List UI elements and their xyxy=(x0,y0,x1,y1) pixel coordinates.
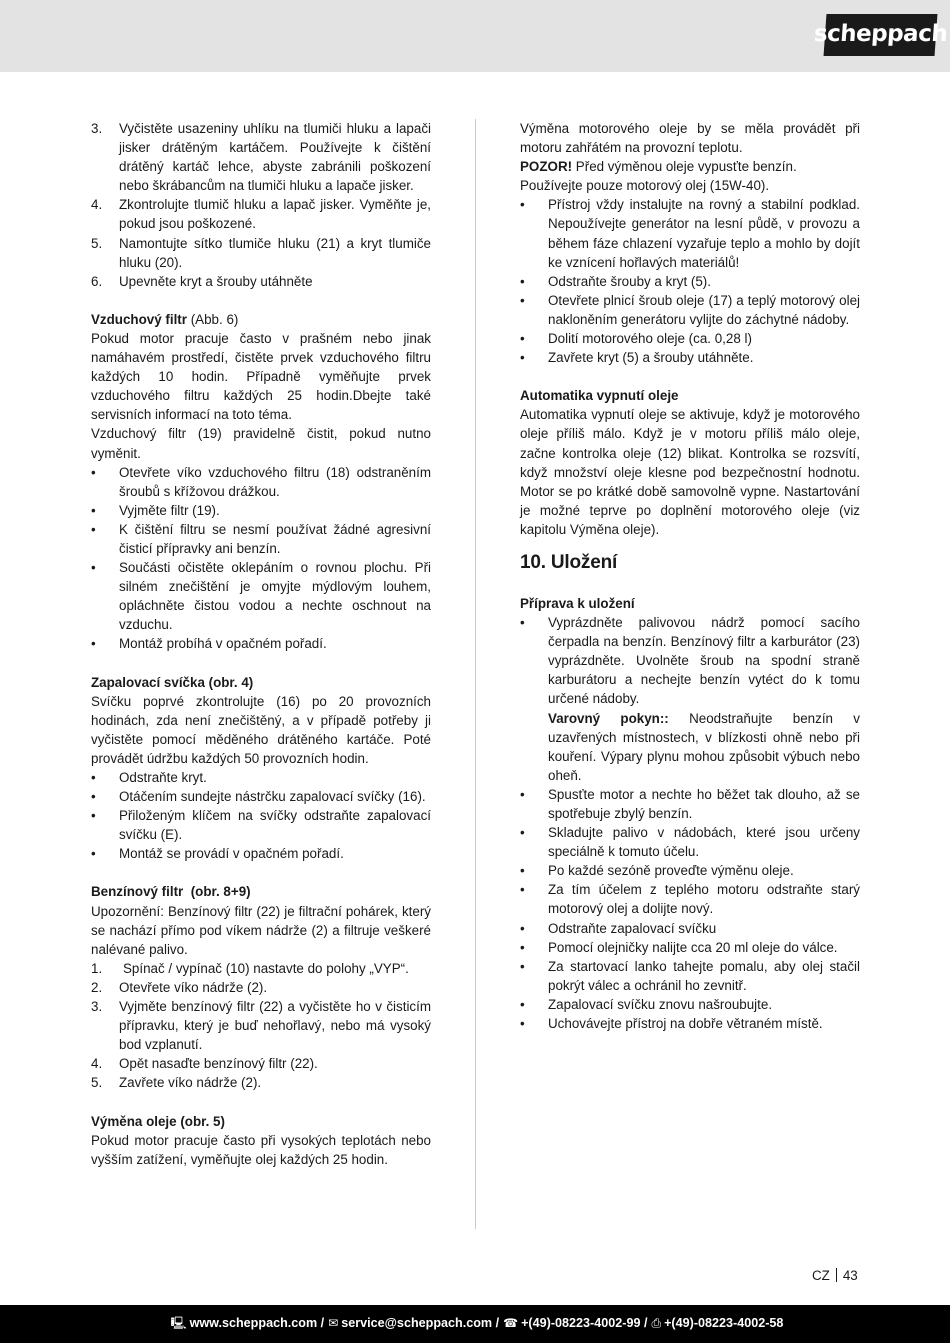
caution-line: POZOR! Před výměnou oleje vypusťte benzín. xyxy=(520,159,797,175)
auto-oil-heading: Automatika vypnutí oleje xyxy=(520,388,679,404)
left-column xyxy=(91,119,431,1169)
list-item: • Otevřete víko vzduchového filtru (18) odstraněním šroubů s křížovou drážkou. xyxy=(91,464,431,499)
list-item: 6. Upevněte kryt a šrouby utáhněte xyxy=(91,273,313,289)
page-number: CZ 43 xyxy=(812,1268,858,1283)
mail-icon: ✉ xyxy=(328,1316,339,1331)
muffler-steps-list xyxy=(91,119,431,291)
computer-icon: 🖳 xyxy=(170,1316,187,1331)
list-item: • Montáž probíhá v opačném pořadí. xyxy=(91,636,327,652)
list-item: • Zapalovací svíčku znovu našroubujte. xyxy=(520,996,773,1012)
footer-phone: +(49)-08223-4002-99 / xyxy=(521,1316,648,1331)
auto-oil-para: Automatika vypnutí oleje se aktivuje, když je motorového oleje příliš málo. Když je v motoru příliš málo oleje, začne kontrolka oleje (12) blikat. Kontrolka se rozsvítí, když množství oleje klesne pod bezpečnostní hodnotu. Motor se po krátké době samovolně vypne. Nastartování je možné teprve po doplnění motorového oleje (viz kapitolu Výměna oleje). xyxy=(520,407,860,537)
oil-change-list xyxy=(520,195,860,367)
list-item: 5. Namontujte sítko tlumiče hluku (21) a kryt tlumiče hluku (20). xyxy=(91,235,431,270)
footer-band xyxy=(0,1305,950,1343)
list-item: • Dolití motorového oleje (ca. 0,28 l) xyxy=(520,331,752,347)
list-item: 1. Spínač / vypínač (10) nastavte do polohy „VYP“. xyxy=(91,960,409,976)
footer-email-link[interactable]: service@scheppach.com / xyxy=(341,1316,500,1331)
warning-label: Varovný pokyn:: xyxy=(548,710,669,726)
oil-change-heading: Výměna oleje (obr. 5) xyxy=(91,1113,225,1129)
storage-section-title: 10. Uložení xyxy=(520,551,618,573)
list-item: • Vyjměte filtr (19). xyxy=(91,502,220,518)
list-item: • Odstraňte šrouby a kryt (5). xyxy=(520,273,711,289)
spark-plug-list xyxy=(91,768,431,863)
list-item: 4. Opět nasaďte benzínový filtr (22). xyxy=(91,1056,318,1072)
header-band xyxy=(0,0,950,72)
scheppach-logo: scheppach xyxy=(824,14,938,56)
air-filter-list xyxy=(91,463,431,654)
storage-list xyxy=(520,613,860,1033)
spark-plug-para: Svíčku poprvé zkontrolujte (16) po 20 provozních hodinách, zda není znečištěný, a v případě potřeby ji vyčistěte pomocí měděného drátěného kartáče. Poté provádět údržbu každých 50 provozních hodin. xyxy=(91,693,431,766)
spark-plug-heading: Zapalovací svíčka (obr. 4) xyxy=(91,674,254,690)
right-column xyxy=(520,119,860,1033)
caution-label: POZOR! xyxy=(520,159,573,175)
list-item: 3. Vyjměte benzínový filtr (22) a vyčistěte ho v čisticím přípravku, který je buď nehořlavý, nebo má vysoký bod vzplanutí. xyxy=(91,999,431,1053)
fuel-filter-heading: Benzínový filtr (obr. 8+9) xyxy=(91,884,251,900)
list-item: • Otáčením sundejte nástrčku zapalovací svíčky (16). xyxy=(91,789,426,805)
air-filter-para: Vzduchový filtr (19) pravidelně čistit, pokud nutno vyměnit. xyxy=(91,426,431,461)
footer-fax: +(49)-08223-4002-58 xyxy=(664,1316,784,1331)
list-item: • Pomocí olejničky nalijte cca 20 ml oleje do válce. xyxy=(520,939,838,955)
list-item: • Montáž se provádí v opačném pořadí. xyxy=(91,846,344,862)
air-filter-heading: Vzduchový filtr (Abb. 6) xyxy=(91,311,239,327)
list-item: • Skladujte palivo v nádobách, které jsou určeny speciálně k tomuto účelu. xyxy=(520,825,860,860)
list-item: • Po každé sezóně proveďte výměnu oleje. xyxy=(520,863,794,879)
list-item: • Za startovací lanko tahejte pomalu, aby olej stačil pokrýt válec a ochránil ho zevnitř. xyxy=(520,958,860,993)
oil-change-para: Pokud motor pracuje často při vysokých teplotách nebo vyšším zatížení, vyměňujte olej každých 25 hodin. xyxy=(91,1132,431,1167)
list-item: 4. Zkontrolujte tlumič hluku a lapač jisker. Vyměňte je, pokud jsou poškozené. xyxy=(91,197,431,232)
list-item: • Součásti očistěte oklepáním o rovnou plochu. Při silném znečištění je omyjte mýdlovým louhem, opláchněte čistou vodou a nechte oschnout na vzduchu. xyxy=(91,560,431,633)
oil-type-line: Používejte pouze motorový olej (15W-40). xyxy=(520,178,770,194)
list-item: • Přístroj vždy instalujte na rovný a stabilní podklad. Nepoužívejte generátor na lesní půdě, v provozu a během fáze chlazení vyzařuje teplo a mohlo by dojít ke vznícení hořlavých materiálů! xyxy=(520,197,860,270)
column-divider xyxy=(475,119,476,1229)
phone-icon: ☎ xyxy=(503,1316,519,1331)
list-item: • Spusťte motor a nechte ho běžet tak dlouho, až se spotřebuje zbylý benzín. xyxy=(520,786,860,821)
list-item: • Přiloženým klíčem na svíčky odstraňte zapalovací svíčku (E). xyxy=(91,808,431,843)
footer-web-link[interactable]: www.scheppach.com / xyxy=(189,1316,325,1331)
list-item: 5. Zavřete víko nádrže (2). xyxy=(91,1075,262,1091)
fuel-filter-list xyxy=(91,959,431,1093)
list-item: • Otevřete plnicí šroub oleje (17) a teplý motorový olej nakloněním generátoru vylijte do záchytné nádoby. xyxy=(520,292,860,327)
list-item: 3. Vyčistěte usazeniny uhlíku na tlumiči hluku a lapači jisker drátěným kartáčem. Používejte k čištění drátěný kartáč lehce, abyste zabránili poškození nebo škrábancům na tlumiči hluku a lapače jisker. xyxy=(91,121,431,194)
air-filter-para: Pokud motor pracuje často v prašném nebo jinak namáhavém prostředí, čistěte prvek vzduchového filtru každých 10 hodin. Případně vyměňujte prvek vzduchového filtru každých 25 hodin.Dbejte také servisních informací na toto téma. xyxy=(91,330,431,423)
list-item: • Odstraňte kryt. xyxy=(91,770,207,785)
list-item: • Vyprázdněte palivovou nádrž pomocí sacího čerpadla na benzín. Benzínový filtr a karburátor (23) vyprázdněte. Uvolněte šroub na spodní straně karburátoru a nechejte benzín vytéct do k tomu určené nádoby. Varovný pokyn:: Neodstraňujte benzín v uzavřených místnostech, v blízkosti ohně nebo při kouření. Výpary plynu mohou způsobit výbuch nebo oheň. xyxy=(520,615,860,783)
list-item: 2. Otevřete víko nádrže (2). xyxy=(91,979,268,995)
list-item: • Odstraňte zapalovací svíčku xyxy=(520,920,717,936)
list-item: • K čištění filtru se nesmí používat žádné agresivní čisticí přípravky ani benzín. xyxy=(91,521,431,556)
fuel-filter-para: Upozornění: Benzínový filtr (22) je filtrační pohárek, který se nachází přímo pod víkem nádrže (2) a filtruje veškeré nalévané palivo. xyxy=(91,903,431,957)
storage-sub-heading: Příprava k uložení xyxy=(520,595,635,611)
list-item: • Zavřete kryt (5) a šrouby utáhněte. xyxy=(520,350,754,366)
list-item: • Uchovávejte přístroj na dobře větraném místě. xyxy=(520,1016,823,1032)
fax-icon: ⎙ xyxy=(651,1316,662,1331)
oil-intro-para: Výměna motorového oleje by se měla provádět při motoru zahřátém na provozní teplotu. xyxy=(520,121,860,156)
list-item: • Za tím účelem z teplého motoru odstraňte starý motorový olej a dolijte nový. xyxy=(520,882,860,917)
